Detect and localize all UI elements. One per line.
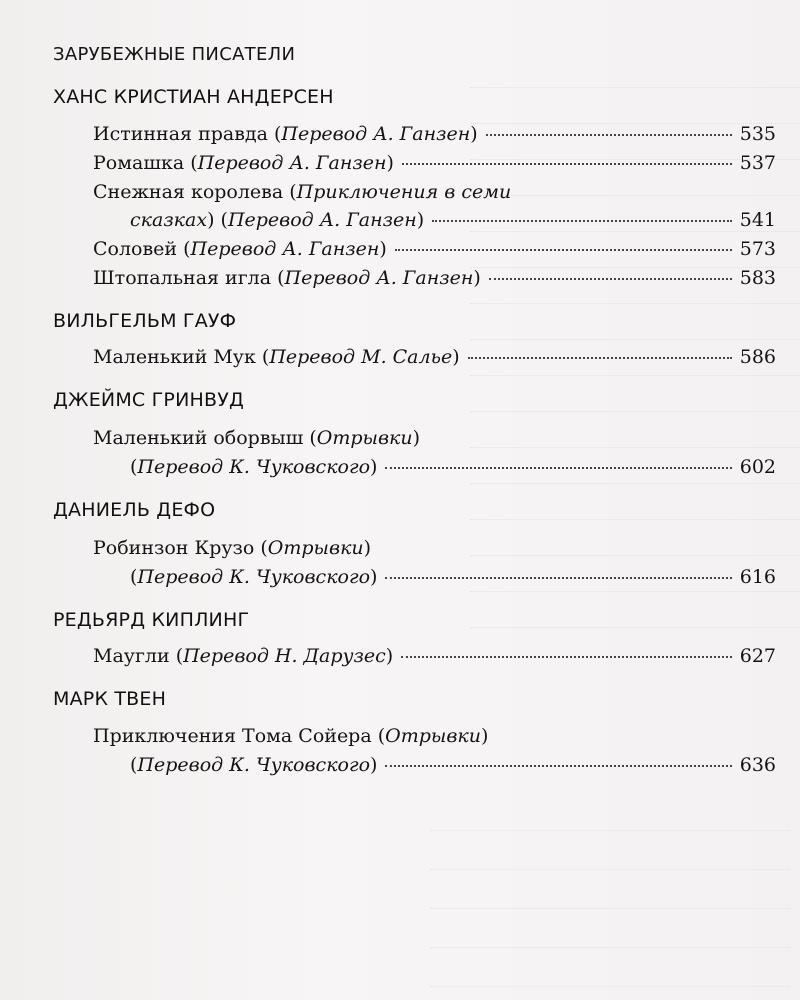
leader-dots — [489, 277, 732, 280]
leader-dots — [395, 248, 732, 251]
page-number: 535 — [739, 123, 776, 145]
toc-entry-continuation: сказках) (Перевод А. Ганзен) 541 — [130, 204, 776, 236]
toc-entry: Соловей (Перевод А. Ганзен) 573 — [93, 233, 776, 265]
page-number: 573 — [739, 238, 776, 260]
toc-entry-continuation: (Перевод К. Чуковского) 636 — [130, 749, 776, 781]
author-twain: МАРК ТВЕН — [53, 688, 167, 710]
leader-dots — [385, 576, 731, 579]
author-hauff: ВИЛЬГЕЛЬМ ГАУФ — [53, 310, 237, 332]
toc-entry-continuation: (Перевод К. Чуковского) 616 — [130, 561, 776, 593]
page-number: 537 — [739, 152, 776, 174]
page-number: 636 — [739, 754, 776, 776]
leader-dots — [401, 655, 732, 658]
toc-entry: Ромашка (Перевод А. Ганзен) 537 — [93, 147, 776, 179]
toc-entry-continuation: (Перевод К. Чуковского) 602 — [130, 451, 776, 483]
leader-dots — [468, 356, 732, 359]
toc-entry: Маленький оборвыш (Отрывки) — [93, 427, 421, 449]
page-number: 541 — [739, 209, 776, 231]
page-number: 616 — [739, 566, 776, 588]
leader-dots — [385, 466, 731, 469]
leader-dots — [402, 162, 732, 165]
toc-entry: Робинзон Крузо (Отрывки) — [93, 537, 372, 559]
page-number: 586 — [739, 346, 776, 368]
toc-entry: Маугли (Перевод Н. Дарузес) 627 — [93, 640, 776, 672]
toc-entry: Снежная королева (Приключения в семи — [93, 181, 512, 203]
section-heading: ЗАРУБЕЖНЫЕ ПИСАТЕЛИ — [53, 44, 296, 65]
toc-entry: Штопальная игла (Перевод А. Ганзен) 583 — [93, 262, 776, 294]
leader-dots — [486, 133, 732, 136]
author-andersen: ХАНС КРИСТИАН АНДЕРСЕН — [53, 86, 334, 108]
author-defoe: ДАНИЕЛЬ ДЕФО — [53, 499, 216, 521]
author-greenwood: ДЖЕЙМС ГРИНВУД — [53, 389, 245, 411]
toc-entry: Приключения Тома Сойера (Отрывки) — [93, 725, 489, 747]
toc-entry: Истинная правда (Перевод А. Ганзен) 535 — [93, 118, 776, 150]
page-number: 602 — [739, 456, 776, 478]
page-number: 583 — [739, 267, 776, 289]
page-number: 627 — [739, 645, 776, 667]
leader-dots — [432, 219, 732, 222]
leader-dots — [385, 764, 731, 767]
author-kipling: РЕДЬЯРД КИПЛИНГ — [53, 609, 250, 631]
toc-entry: Маленький Мук (Перевод М. Салье) 586 — [93, 341, 776, 373]
